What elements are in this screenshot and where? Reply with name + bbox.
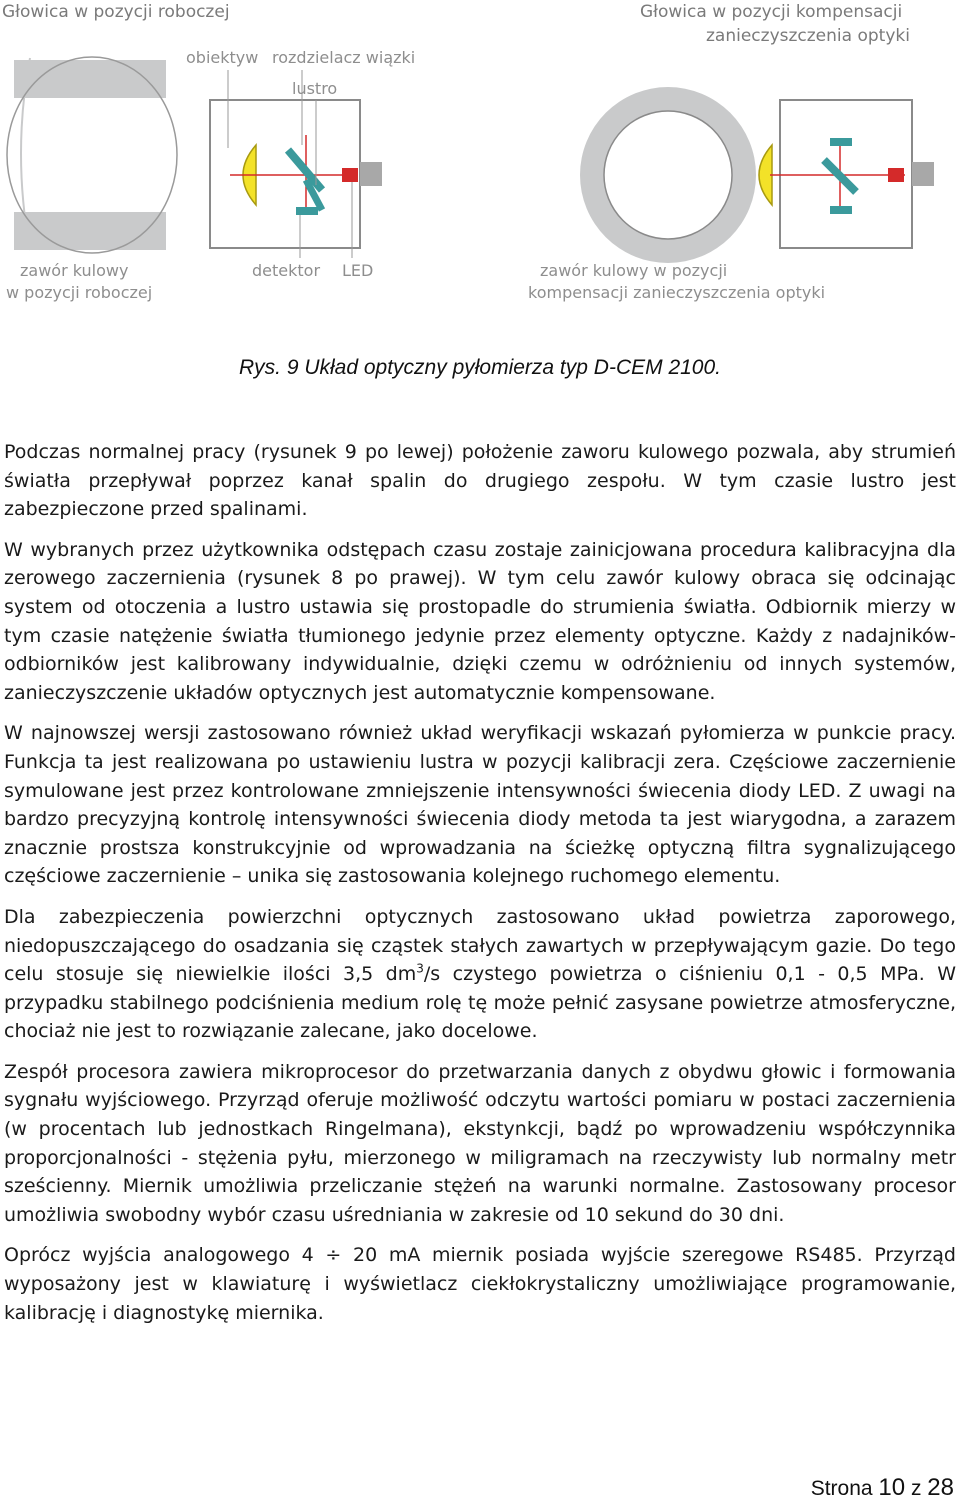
paragraph-6: Oprócz wyjścia analogowego 4 ÷ 20 mA miernik posiada wyjście szeregowe RS485. Przyrząd wyposażony jest w klawiaturę i wyświetlacz ciekłokrystaliczny umożliwiające programowanie, kalibrację i diagnostykę miernika. — [4, 1244, 956, 1324]
left-detector — [296, 207, 318, 215]
paragraph-4 — [4, 903, 956, 1046]
footer-prefix: Strona — [810, 1477, 873, 1500]
label-mirror: lustro — [292, 79, 338, 98]
label-valve-compensation-1: zawór kulowy w pozycji — [540, 261, 728, 280]
paragraph-4-before: Dla zabezpieczenia powierzchni optycznych zastosowano układ powietrza zaporowego, niedopuszczającego do osadzania się cząstek stałych zawartych w przepływającym gazie. Do tego celu stosuje się niewielkie ilości 3,5 dm — [4, 905, 956, 986]
right-mirror — [830, 138, 852, 146]
label-valve-working-1: zawór kulowy — [20, 261, 129, 280]
paragraph-5: Zespół procesora zawiera mikroprocesor do przetwarzania danych z obydwu głowic i formowania sygnału wyjściowego. Przyrząd oferuje możliwość odczytu wartości pomiaru w postaci zaczernienia (w procentach lub jednostkach Ringelmana), ekstynkcji, bądź po wprowadzeniu współczynnika proporcjonalności - stężenia pyłu, mierzonego w miligramach na rzeczywisty lub normalny metr sześcienny. Miernik umożliwia przeliczanie stężeń na warunki normalne. Zastosowany procesor umożliwia swobodny wybór czasu uśredniania w zakresie od 10 sekund do 30 dni. — [4, 1060, 956, 1226]
paragraph-4-after: /s czystego powietrza o ciśnieniu 0,1 - 0,5 MPa. W przypadku stabilnego podciśnienia medium rolę tę może pełnić zasysane powietrze atmosferyczne, chociaż nie jest to rozwiązanie zalecane, jako docelowe. — [4, 963, 956, 1043]
label-objective: obiektyw — [186, 48, 259, 67]
valve-top-segment — [14, 60, 166, 98]
right-head — [580, 87, 934, 263]
label-valve-working-2: w pozycji roboczej — [6, 283, 153, 302]
paragraph-3: W najnowszej wersji zastosowano również układ weryfikacji wskazań pyłomierza w punkcie pracy. Funkcja ta jest realizowana po ustawieniu lustra w pozycji kalibracji zera. Częściowe zaczernienie symulowane jest przez kontrolowane zmniejszenie intensywności świecenia diody LED. Z uwagi na bardzo precyzyjną kontrolę intensywności świecenia diody metoda ta jest wiarygodna, a zarazem znacznie prostsza konstrukcyjnie od wprowadzania na ścieżkę optyczną filtra sygnalizującego częściowe zaczernienie – unika się zastosowania kolejnego ruchomego elementu. — [4, 722, 956, 888]
valve-bottom-segment — [14, 212, 166, 250]
label-valve-compensation-2: kompensacji zanieczyszczenia optyki — [528, 283, 826, 302]
left-title: Głowica w pozycji roboczej — [2, 2, 230, 22]
right-detector — [830, 206, 852, 214]
left-led — [342, 168, 358, 182]
footer-page-number: 10 — [878, 1474, 906, 1501]
paragraph-4-sup: 3 — [416, 961, 424, 976]
left-connector — [360, 162, 382, 186]
footer-separator: z — [910, 1477, 922, 1500]
label-detector: detektor — [252, 261, 321, 280]
label-led: LED — [342, 261, 374, 280]
body-text — [4, 438, 956, 1339]
right-led — [888, 168, 904, 182]
paragraph-1: Podczas normalnej pracy (rysunek 9 po lewej) położenie zaworu kulowego pozwala, aby strumień światła przepływał poprzez kanał spalin do drugiego zespołu. W tym czasie lustro jest zabezpieczone przed spalinami. — [4, 441, 956, 521]
optical-diagram — [0, 0, 960, 320]
optical-diagram-drawing — [0, 0, 960, 320]
paragraph-2: W wybranych przez użytkownika odstępach czasu zostaje zainicjowana procedura kalibracyjna dla zerowego zaczernienia (rysunek 8 po prawej). W tym celu zawór kulowy obraca się odcinając system od otoczenia a lustro ustawia się prostopadle do strumienia światła. Odbiornik mierzy w tym czasie natężenie światła tłumionego jedynie przez elementy optyczne. Każdy z nadajników-odbiorników jest kalibrowany indywidualnie, dzięki czemu w odróżnieniu od innych systemów, zanieczyszczenie układów optycznych jest automatycznie kompensowane. — [4, 538, 956, 704]
page-footer — [811, 1474, 954, 1502]
figure-caption: Rys. 9 Układ optyczny pyłomierza typ D-CEM 2100. — [238, 356, 721, 379]
label-beam-splitter: rozdzielacz wiązki — [272, 48, 416, 67]
footer-total-pages: 28 — [927, 1474, 954, 1501]
left-housing — [210, 100, 360, 248]
right-connector — [912, 162, 934, 186]
right-title-line-1: Głowica w pozycji kompensacji — [640, 2, 903, 22]
right-title-line-2: zanieczyszczenia optyki — [706, 26, 910, 46]
